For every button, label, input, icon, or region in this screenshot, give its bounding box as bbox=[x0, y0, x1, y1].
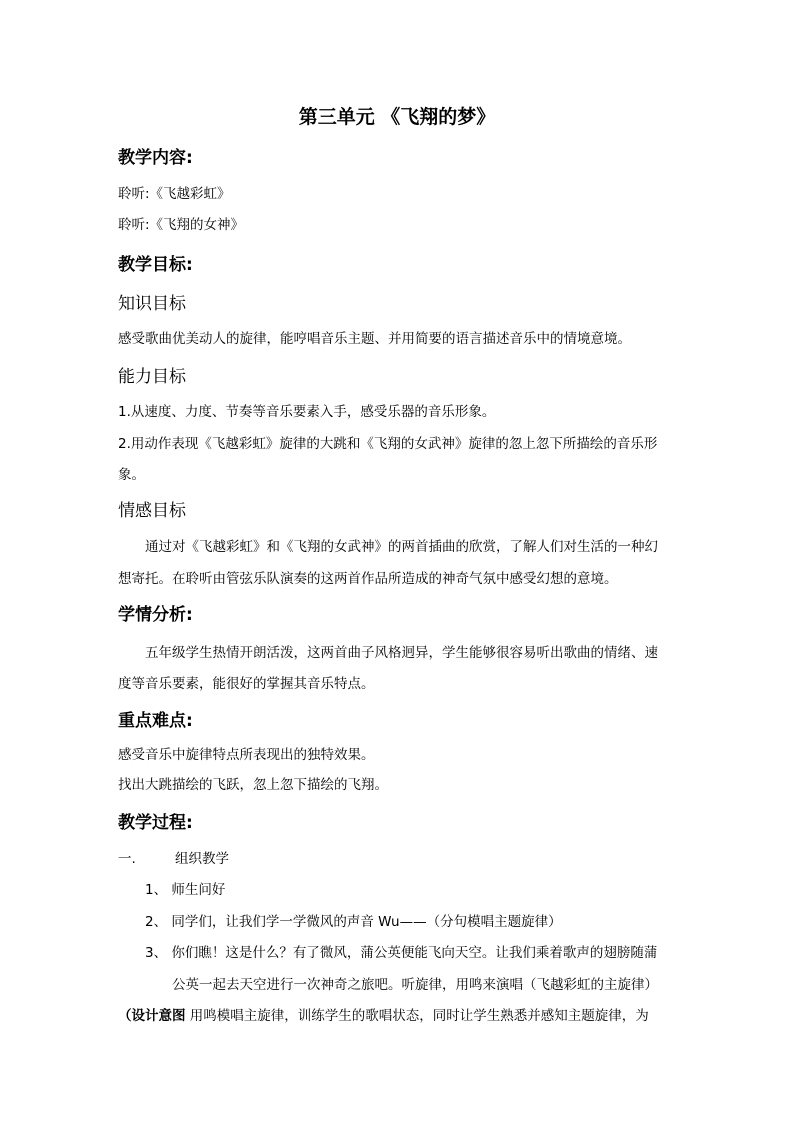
heading-key-points: 重点难点: bbox=[118, 711, 193, 731]
design-intent-label: （设计意图 bbox=[118, 1008, 186, 1024]
process-section-number: 一. bbox=[118, 851, 136, 867]
heading-teaching-content: 教学内容: bbox=[118, 148, 193, 168]
knowledge-goal-text: 感受歌曲优美动人的旋律，能哼唱音乐主题、并用简要的语言描述音乐中的情境意境。 bbox=[118, 331, 631, 347]
content-item: 聆听:《飞翔的女神》 bbox=[118, 217, 245, 233]
analysis-line: 五年级学生热情开朗活泼，这两首曲子风格迥异，学生能够很容易听出歌曲的情绪、速 bbox=[145, 645, 658, 661]
process-step: 2、 同学们，让我们学一学微风的声音 Wu——（分句模唱主题旋律） bbox=[145, 914, 562, 930]
ability-goal-item: 1.从速度、力度、节奏等音乐要素入手，感受乐器的音乐形象。 bbox=[118, 404, 496, 420]
emotion-goal-line: 想寄托。在聆听由管弦乐队演奏的这两首作品所造成的神奇气氛中感受幻想的意境。 bbox=[118, 571, 618, 587]
document-title: 第三单元 《飞翔的梦》 bbox=[298, 106, 496, 128]
design-intent-note bbox=[118, 1010, 649, 1024]
ability-goal-item: 2.用动作表现《飞越彩虹》旋律的大跳和《飞翔的女武神》旋律的忽上忽下所描绘的音乐形 bbox=[118, 436, 658, 452]
heading-teaching-process: 教学过程: bbox=[118, 813, 193, 833]
process-step: 3、 你们瞧！这是什么？有了微风，蒲公英便能飞向天空。让我们乘着歌声的翅膀随蒲 bbox=[145, 945, 658, 961]
design-intent-text: 用鸣模唱主旋律，训练学生的歌唱状态，同时让学生熟悉并感知主题旋律，为 bbox=[185, 1008, 649, 1024]
subheading-emotion-goal: 情感目标 bbox=[118, 501, 186, 521]
process-step: 1、 师生问好 bbox=[145, 882, 226, 898]
process-section-label: 组织教学 bbox=[175, 851, 229, 867]
process-step: 公英一起去天空进行一次神奇之旅吧。听旋律，用鸣来演唱（飞越彩虹的主旋律） bbox=[172, 977, 658, 993]
content-item: 聆听:《飞越彩虹》 bbox=[118, 186, 231, 202]
subheading-ability-goal: 能力目标 bbox=[118, 367, 186, 387]
heading-teaching-goals: 教学目标: bbox=[118, 255, 193, 275]
ability-goal-item: 象。 bbox=[118, 467, 145, 483]
key-point-item: 感受音乐中旋律特点所表现出的独特效果。 bbox=[118, 747, 375, 763]
key-point-item: 找出大跳描绘的飞跃，忽上忽下描绘的飞翔。 bbox=[118, 777, 388, 793]
subheading-knowledge-goal: 知识目标 bbox=[118, 294, 186, 314]
heading-student-analysis: 学情分析: bbox=[118, 605, 193, 625]
analysis-line: 度等音乐要素，能很好的掌握其音乐特点。 bbox=[118, 676, 375, 692]
emotion-goal-line: 通过对《飞越彩虹》和《飞翔的女武神》的两首插曲的欣赏，了解人们对生活的一种幻 bbox=[145, 539, 658, 555]
